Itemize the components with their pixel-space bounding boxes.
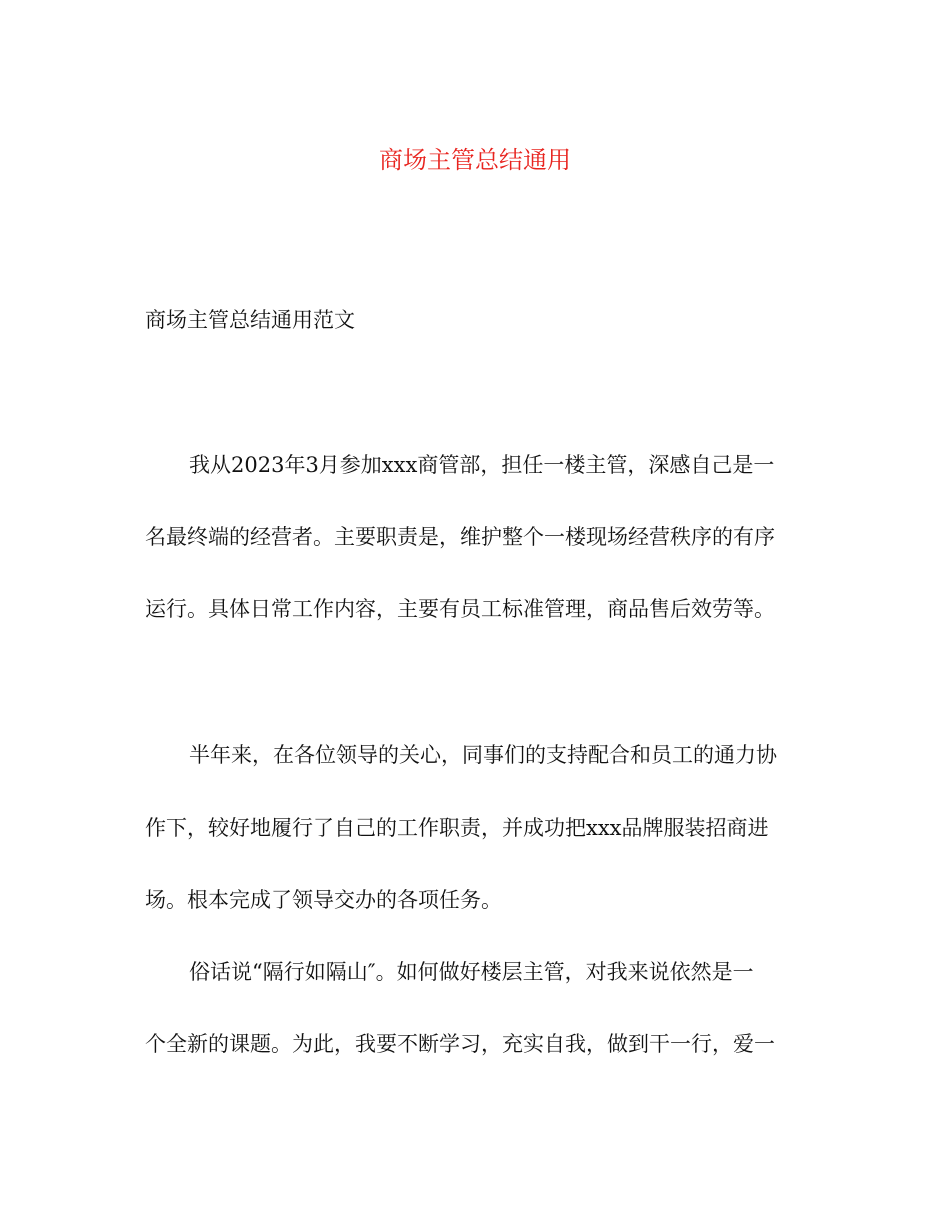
document-title: 商场主管总结通用 bbox=[379, 146, 571, 174]
paragraph-line: 运行。具体日常工作内容，主要有员工标准管理，商品售后效劳等。 bbox=[145, 597, 775, 621]
paragraph-line: 我从2023年3月参加xxx商管部，担任一楼主管，深感自己是一 bbox=[189, 453, 775, 477]
paragraph-line: 作下，较好地履行了自己的工作职责，并成功把xxx品牌服装招商进 bbox=[145, 816, 769, 840]
paragraph-line: 个全新的课题。为此，我要不断学习，充实自我，做到干一行，爱一 bbox=[145, 1032, 775, 1056]
paragraph-line: 半年来，在各位领导的关心，同事们的支持配合和员工的通力协 bbox=[189, 743, 777, 767]
paragraph-line: 俗话说“隔行如隔山″。如何做好楼层主管，对我来说依然是一 bbox=[189, 960, 754, 984]
document-subtitle: 商场主管总结通用范文 bbox=[145, 308, 355, 332]
paragraph-line: 场。根本完成了领导交办的各项任务。 bbox=[145, 888, 502, 912]
paragraph-line: 名最终端的经营者。主要职责是，维护整个一楼现场经营秩序的有序 bbox=[145, 525, 775, 549]
